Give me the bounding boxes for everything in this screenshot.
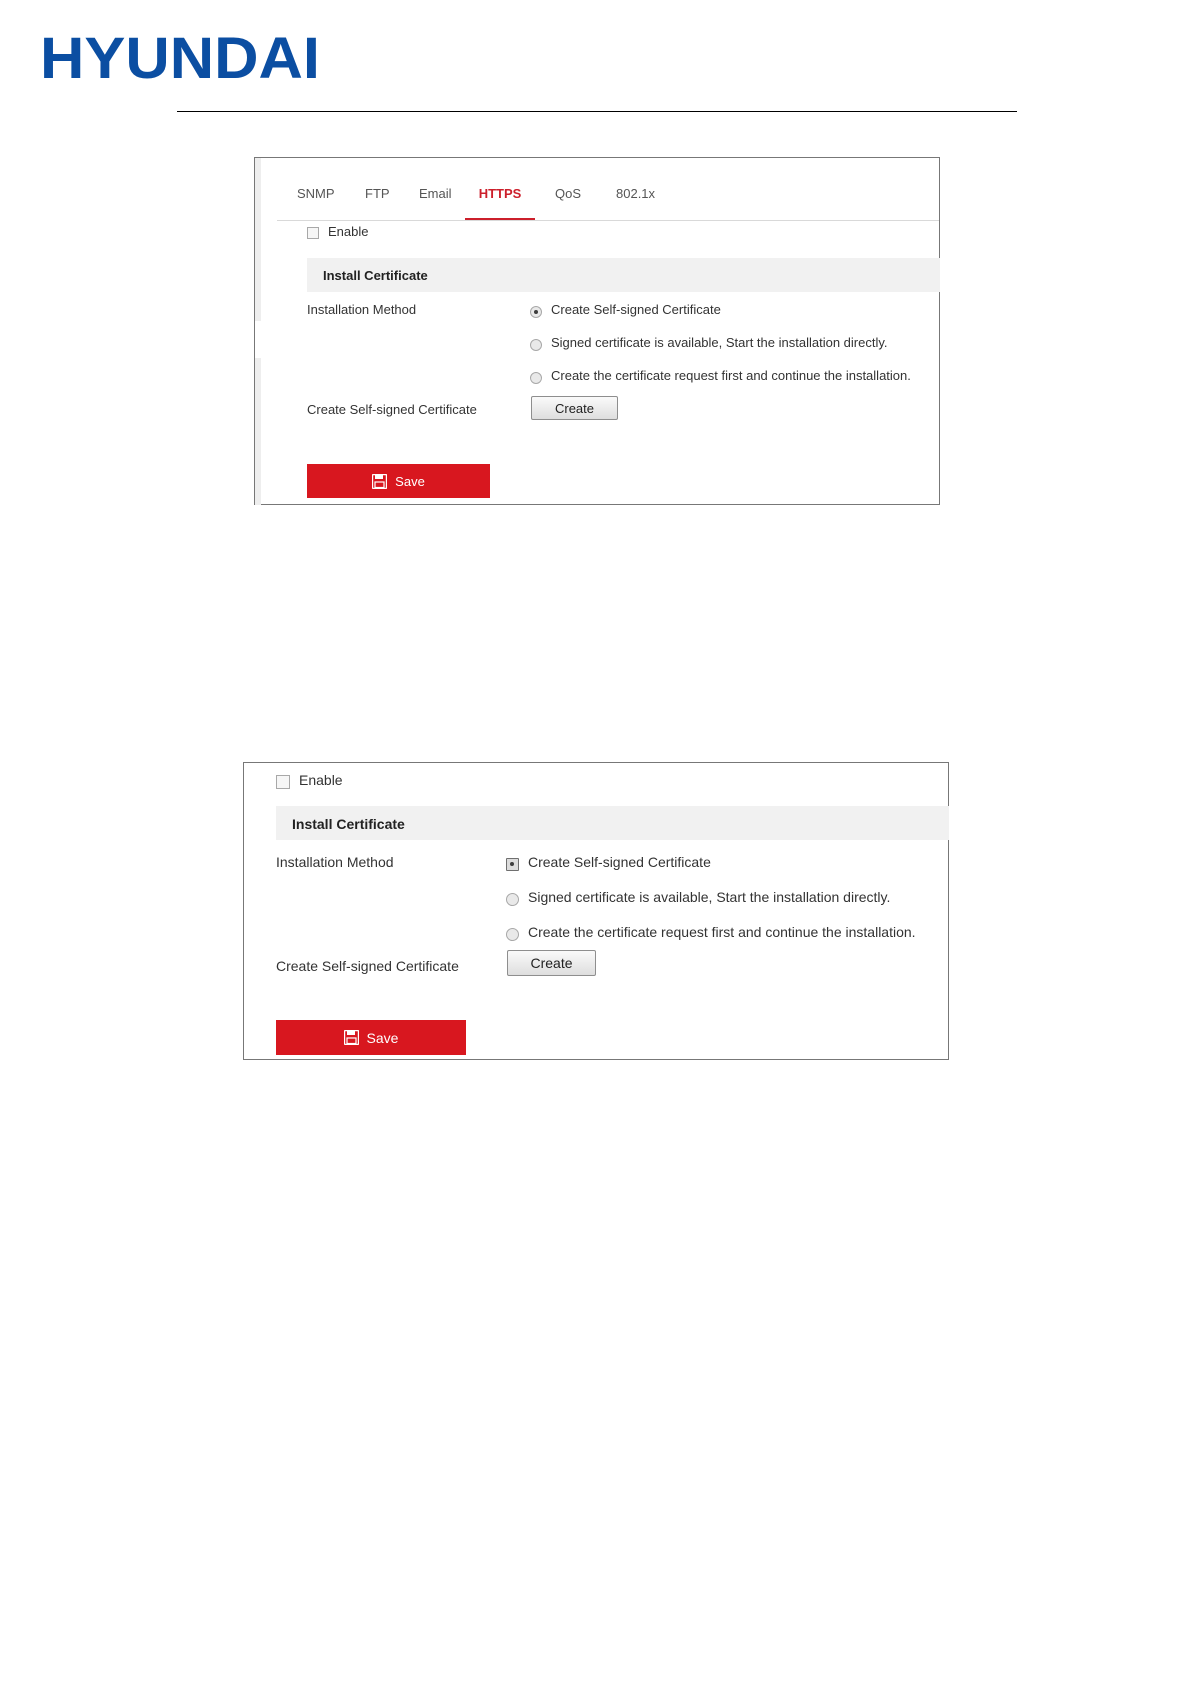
radio-create-self-signed[interactable] xyxy=(506,858,519,871)
radio-create-request[interactable] xyxy=(506,928,519,941)
radio-create-request[interactable] xyxy=(530,372,542,384)
option-create-request-label: Create the certificate request first and continue the installation. xyxy=(551,368,911,383)
installation-method-label: Installation Method xyxy=(307,302,417,317)
radio-create-self-signed[interactable] xyxy=(530,306,542,318)
save-button[interactable] xyxy=(307,464,490,498)
tab-snmp[interactable]: SNMP xyxy=(297,186,335,201)
left-panel-edge xyxy=(255,358,261,505)
enable-checkbox[interactable] xyxy=(307,227,319,239)
https-settings-screenshot-2 xyxy=(243,762,949,1060)
tab-ftp[interactable]: FTP xyxy=(365,186,390,201)
section-title: Install Certificate xyxy=(323,268,428,283)
tab-8021x[interactable]: 802.1x xyxy=(616,186,656,201)
option-signed-available-label: Signed certificate is available, Start the installation directly. xyxy=(528,889,891,905)
install-certificate-section xyxy=(307,258,940,292)
floppy-disk-icon xyxy=(372,474,387,489)
tab-qos[interactable]: QoS xyxy=(555,186,582,201)
option-signed-available-label: Signed certificate is available, Start the installation directly. xyxy=(551,335,888,350)
create-cert-label: Create Self-signed Certificate xyxy=(307,402,477,417)
tab-bar xyxy=(277,176,939,221)
save-button-label: Save xyxy=(366,1029,399,1046)
save-button-label: Save xyxy=(395,473,425,489)
option-create-self-signed-label: Create Self-signed Certificate xyxy=(528,854,711,870)
save-button[interactable] xyxy=(276,1020,466,1055)
install-certificate-section xyxy=(276,806,949,840)
floppy-disk-icon xyxy=(344,1030,359,1045)
enable-label: Enable xyxy=(328,224,369,239)
enable-label: Enable xyxy=(299,772,343,788)
radio-signed-available[interactable] xyxy=(530,339,542,351)
radio-signed-available[interactable] xyxy=(506,893,519,906)
option-create-request-label: Create the certificate request first and continue the installation. xyxy=(528,924,916,940)
header-divider xyxy=(177,111,1017,112)
installation-method-label: Installation Method xyxy=(276,854,394,870)
create-cert-label: Create Self-signed Certificate xyxy=(276,958,459,974)
tab-email[interactable]: Email xyxy=(419,186,452,201)
enable-checkbox[interactable] xyxy=(276,775,290,789)
https-settings-screenshot-1 xyxy=(254,157,940,505)
create-button[interactable]: Create xyxy=(531,396,618,420)
brand-logo-text: HYUNDAI xyxy=(40,34,320,82)
create-button[interactable]: Create xyxy=(507,950,596,976)
option-create-self-signed-label: Create Self-signed Certificate xyxy=(551,302,721,317)
hyundai-logo xyxy=(40,34,322,82)
left-panel-edge xyxy=(255,158,261,321)
section-title: Install Certificate xyxy=(292,816,405,832)
tab-https[interactable]: HTTPS xyxy=(465,176,535,220)
brand-logo-graphic xyxy=(40,34,322,82)
